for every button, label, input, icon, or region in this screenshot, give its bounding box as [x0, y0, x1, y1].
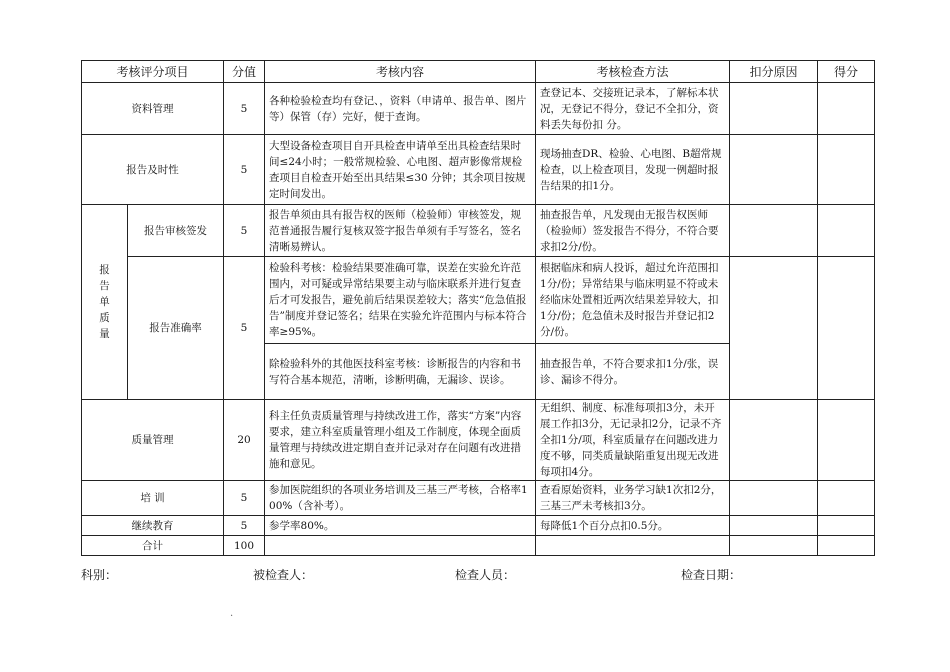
item-method: 查登记本、交接班记录本，了解标本状况，无登记不得分，登记不全扣分，资料丢失每份扣 分。 [536, 83, 730, 135]
header-row [82, 61, 875, 83]
got-cell [818, 205, 875, 257]
deduct-reason-cell [730, 481, 818, 516]
signature-footer [81, 566, 874, 586]
header-got: 得分 [818, 61, 875, 83]
item-name: 质量管理 [82, 400, 224, 481]
deduct-reason-cell [730, 400, 818, 481]
item-method: 根据临床和病人投诉，超过允许范围扣1分/份；异常结果与临床明显不符或未经临床处置相近两次结果差异较大，扣1分/份；危急值未及时报告并登记扣2分/份。 [536, 257, 730, 344]
item-method: 抽查报告单，凡发现由无报告权医师（检验师）签发报告不得分，不符合要求扣2分/份。 [536, 205, 730, 257]
got-cell [818, 481, 875, 516]
item-name: 继续教育 [82, 516, 224, 536]
deduct-reason-cell [730, 83, 818, 135]
deduct-reason-cell [730, 205, 818, 257]
dept-label: 科别： [81, 568, 118, 582]
inspector-label: 检查人员： [455, 568, 516, 582]
item-content: 报告单须由具有报告权的医师（检验师）审核签发，规范普通报告履行复核双签字报告单须有手写签名，签名清晰易辨认。 [265, 205, 536, 257]
item-score: 20 [224, 400, 265, 481]
empty-cell [265, 536, 536, 556]
item-method: 每降低1个百分点扣0.5分。 [536, 516, 730, 536]
empty-cell [730, 536, 818, 556]
empty-cell [536, 536, 730, 556]
item-name: 报告审核签发 [128, 205, 224, 257]
item-score: 5 [224, 481, 265, 516]
item-method: 现场抽查DR、检验、心电图、B超常规检查，以上检查项目，发现一例超时报告结果的扣1分。 [536, 135, 730, 205]
total-label: 合计 [82, 536, 224, 556]
row-total [82, 536, 875, 556]
row-timeliness [82, 135, 875, 205]
empty-cell [818, 536, 875, 556]
got-cell [818, 257, 875, 400]
item-score: 5 [224, 135, 265, 205]
item-method: 查看原始资料，业务学习缺1次扣2分，三基三严未考核扣3分。 [536, 481, 730, 516]
row-data-mgmt [82, 83, 875, 135]
item-method: 无组织、制度、标准每项扣3分，未开展工作扣3分，无记录扣2分，记录不齐全扣1分/项，科室质量存在问题改进力度不够，同类质量缺陷重复出现无改进每项扣4分。 [536, 400, 730, 481]
item-score: 5 [224, 83, 265, 135]
item-content: 参加医院组织的各项业务培训及三基三严考核，合格率100%（含补考）。 [265, 481, 536, 516]
row-quality-mgmt [82, 400, 875, 481]
got-cell [818, 135, 875, 205]
quality-group-label: 报告单质量 [82, 205, 128, 400]
got-cell [818, 516, 875, 536]
got-cell [818, 400, 875, 481]
header-method: 考核检查方法 [536, 61, 730, 83]
item-content: 各种检验检查均有登记、，资料（申请单、报告单、图片等）保管（存）完好，便于查询。 [265, 83, 536, 135]
item-name: 培 训 [82, 481, 224, 516]
row-continuing [82, 516, 875, 536]
item-content: 参学率80%。 [265, 516, 536, 536]
assessment-table [81, 60, 875, 556]
stray-mark: . [230, 608, 234, 619]
row-review [82, 205, 875, 257]
item-content: 科主任负责质量管理与持续改进工作，落实“方案”内容要求，建立科室质量管理小组及工作制度，体现全面质量管理与持续改进定期自查并记录对存在问题有改进措施和意见。 [265, 400, 536, 481]
total-score: 100 [224, 536, 265, 556]
item-content: 除检验科外的其他医技科室考核：诊断报告的内容和书写符合基本规范，清晰，诊断明确，无漏诊、误诊。 [265, 344, 536, 400]
deduct-reason-cell [730, 516, 818, 536]
item-content: 大型设备检查项目自开具检查申请单至出具检查结果时间≤24小时；一般常规检验、心电图、超声影像常规检查项目自检查开始至出具结果≤30 分钟；其余项目按规定时间发出。 [265, 135, 536, 205]
item-score: 5 [224, 205, 265, 257]
deduct-reason-cell [730, 257, 818, 400]
item-name: 报告准确率 [128, 257, 224, 400]
deduct-reason-cell [730, 135, 818, 205]
row-accuracy-lab [82, 257, 875, 344]
item-score: 5 [224, 257, 265, 400]
header-score: 分值 [224, 61, 265, 83]
header-item: 考核评分项目 [82, 61, 224, 83]
item-score: 5 [224, 516, 265, 536]
item-name: 报告及时性 [82, 135, 224, 205]
inspected-label: 被检查人： [253, 568, 314, 582]
got-cell [818, 83, 875, 135]
date-label: 检查日期： [681, 568, 742, 582]
item-name: 资料管理 [82, 83, 224, 135]
row-training [82, 481, 875, 516]
item-method: 抽查报告单，不符合要求扣1分/张，误诊、漏诊不得分。 [536, 344, 730, 400]
header-content: 考核内容 [265, 61, 536, 83]
header-deduct-reason: 扣分原因 [730, 61, 818, 83]
item-content: 检验科考核：检验结果要准确可靠，误差在实验允许范围内，对可疑或异常结果要主动与临床联系并进行复查后才可发报告，避免前后结果误差较大；落实“危急值报告”制度并登记签名；结果在实验允许范围内与标本符合率≥95%。 [265, 257, 536, 344]
